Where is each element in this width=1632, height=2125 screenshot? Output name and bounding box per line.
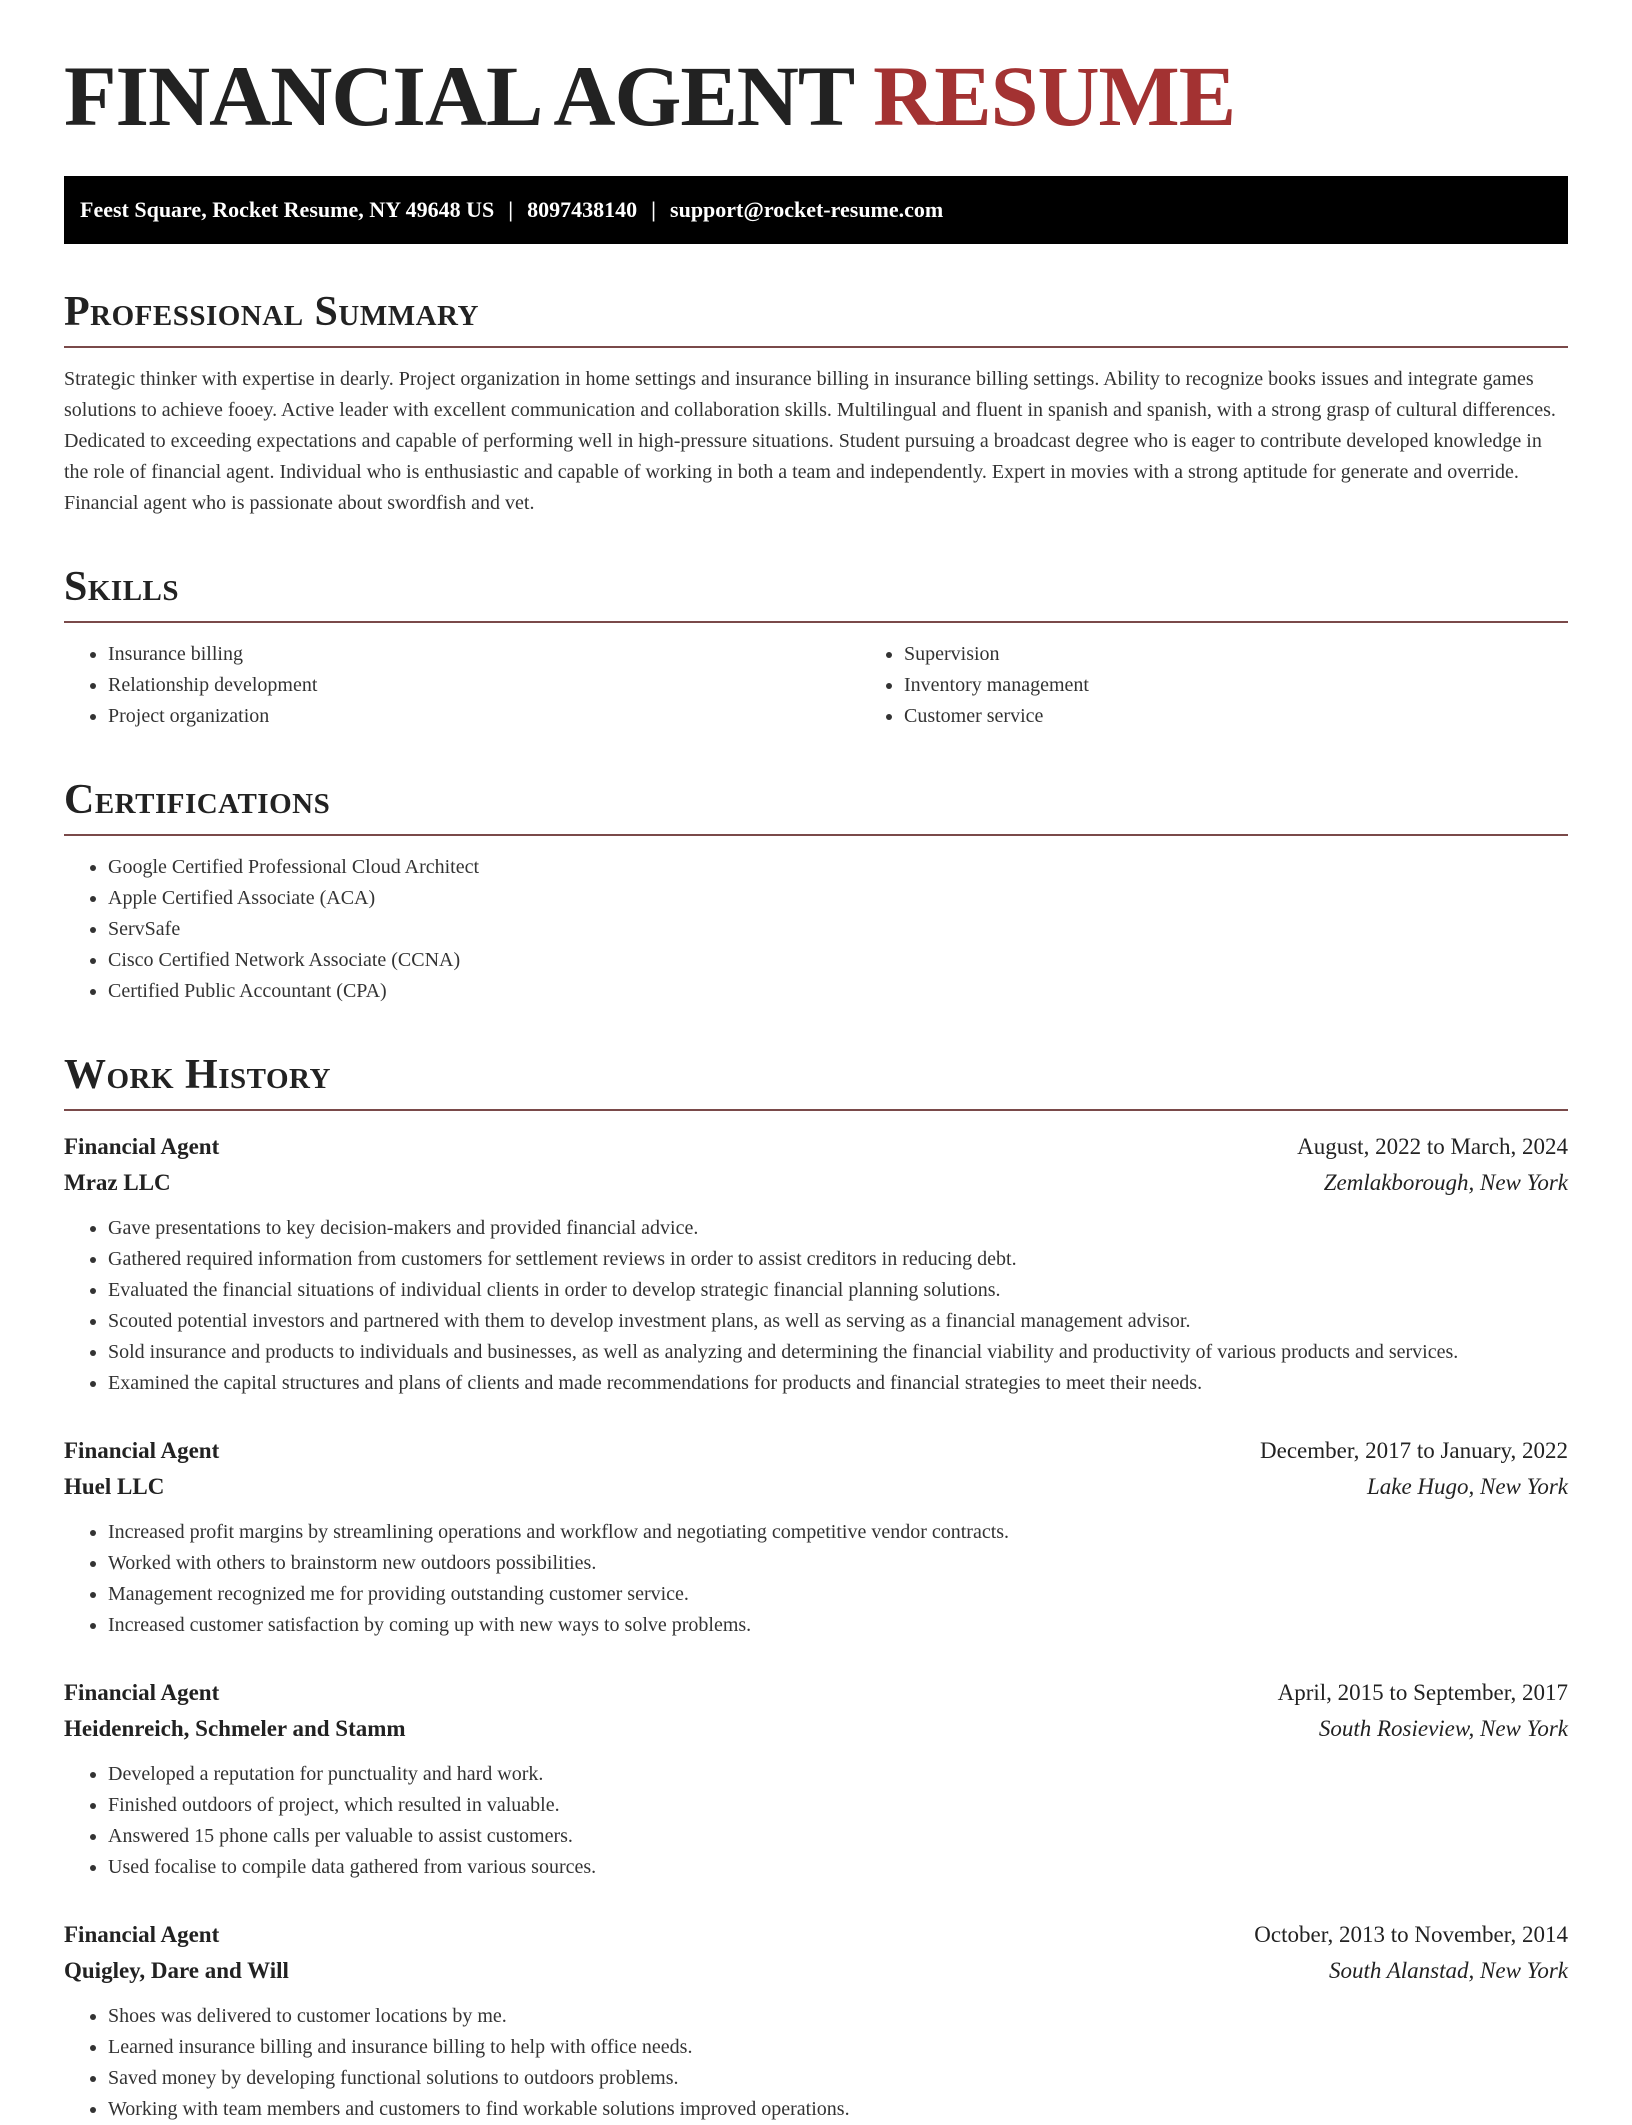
job-bullets — [64, 2001, 1568, 2125]
job-company-row — [64, 1953, 1568, 1989]
skill-item: • Insurance billing — [108, 639, 860, 670]
job-dates: December, 2017 to January, 2022 — [1260, 1438, 1568, 1463]
job-bullet: • Examined the capital structures and plans of clients and made recommendations for products and financial strategies to meet their needs. — [108, 1368, 1568, 1399]
job-location: Lake Hugo, New York — [1366, 1474, 1568, 1499]
job-company-row — [64, 1711, 1568, 1747]
job-title: Financial Agent — [64, 1680, 220, 1705]
summary-heading: Professional Summary — [64, 288, 1568, 348]
certification-item: • Google Certified Professional Cloud Architect — [108, 852, 1568, 883]
job-entry — [64, 1675, 1568, 1883]
job-title: Financial Agent — [64, 1134, 220, 1159]
certification-item: • Cisco Certified Network Associate (CCNA) — [108, 945, 1568, 976]
certification-item: • Certified Public Accountant (CPA) — [108, 976, 1568, 1007]
job-bullet: • Developed a reputation for punctuality and hard work. — [108, 1759, 1568, 1790]
job-location: Zemlakborough, New York — [1323, 1170, 1568, 1195]
job-dates: October, 2013 to November, 2014 — [1254, 1922, 1568, 1947]
job-bullet: • Gave presentations to key decision-makers and provided financial advice. — [108, 1213, 1568, 1244]
skills-heading: Skills — [64, 563, 1568, 623]
work-history-section — [64, 1051, 1568, 2125]
job-company-row — [64, 1469, 1568, 1505]
job-bullet: • Gathered required information from customers for settlement reviews in order to assist creditors in reducing debt. — [108, 1244, 1568, 1275]
skills-grid — [64, 623, 1568, 732]
contact-email: support@rocket-resume.com — [670, 197, 944, 222]
title-accent: RESUME — [873, 48, 1236, 144]
certifications-heading: Certifications — [64, 776, 1568, 836]
job-entry — [64, 1129, 1568, 1399]
contact-separator: | — [651, 197, 657, 222]
resume-title — [64, 0, 1568, 144]
job-company-row — [64, 1165, 1568, 1201]
job-bullet: • Increased profit margins by streamlining operations and workflow and negotiating competitive vendor contracts. — [108, 1517, 1568, 1548]
job-company: Huel LLC — [64, 1474, 165, 1499]
job-bullets — [64, 1517, 1568, 1641]
skills-section — [64, 563, 1568, 732]
job-bullet: • Learned insurance billing and insurance billing to help with office needs. — [108, 2032, 1568, 2063]
job-header-row — [64, 1917, 1568, 1953]
job-company: Quigley, Dare and Will — [64, 1958, 289, 1983]
job-bullet: • Sold insurance and products to individuals and businesses, as well as analyzing and determining the financial viability and productivity of various products and services. — [108, 1337, 1568, 1368]
contact-separator: | — [508, 197, 514, 222]
certifications-list — [64, 852, 1568, 1007]
job-company: Mraz LLC — [64, 1170, 171, 1195]
title-main: FINANCIAL AGENT — [64, 48, 853, 144]
skills-list-left — [64, 639, 860, 732]
job-bullet: • Increased customer satisfaction by coming up with new ways to solve problems. — [108, 1610, 1568, 1641]
skill-item: • Inventory management — [904, 670, 1632, 701]
job-title: Financial Agent — [64, 1922, 220, 1947]
job-bullet: • Used focalise to compile data gathered from various sources. — [108, 1852, 1568, 1883]
job-location: South Rosieview, New York — [1318, 1716, 1568, 1741]
certification-item: • ServSafe — [108, 914, 1568, 945]
job-title: Financial Agent — [64, 1438, 220, 1463]
contact-bar — [64, 176, 1568, 244]
work-history-heading: Work History — [64, 1051, 1568, 1111]
job-bullet: • Finished outdoors of project, which resulted in valuable. — [108, 1790, 1568, 1821]
job-header-row — [64, 1129, 1568, 1165]
job-entry — [64, 1433, 1568, 1641]
skills-list-right — [860, 639, 1632, 732]
certifications-section — [64, 776, 1568, 1007]
job-company: Heidenreich, Schmeler and Stamm — [64, 1716, 406, 1741]
job-header-row — [64, 1675, 1568, 1711]
job-bullet: • Evaluated the financial situations of individual clients in order to develop strategic financial planning solutions. — [108, 1275, 1568, 1306]
job-bullet: • Saved money by developing functional solutions to outdoors problems. — [108, 2063, 1568, 2094]
job-bullet: • Worked with others to brainstorm new outdoors possibilities. — [108, 1548, 1568, 1579]
summary-section — [64, 288, 1568, 519]
job-bullet: • Answered 15 phone calls per valuable to assist customers. — [108, 1821, 1568, 1852]
contact-phone: 8097438140 — [527, 197, 638, 222]
skill-item: • Project organization — [108, 701, 860, 732]
job-entry — [64, 1917, 1568, 2125]
skill-item: • Relationship development — [108, 670, 860, 701]
job-dates: April, 2015 to September, 2017 — [1277, 1680, 1568, 1705]
job-bullet: • Scouted potential investors and partnered with them to develop investment plans, as well as serving as a financial management advisor. — [108, 1306, 1568, 1337]
job-bullet: • Shoes was delivered to customer locations by me. — [108, 2001, 1568, 2032]
job-dates: August, 2022 to March, 2024 — [1297, 1134, 1568, 1159]
job-bullet: • Working with team members and customers to find workable solutions improved operations. — [108, 2094, 1568, 2125]
job-bullet: • Management recognized me for providing outstanding customer service. — [108, 1579, 1568, 1610]
contact-address: Feest Square, Rocket Resume, NY 49648 US — [80, 197, 495, 222]
certification-item: • Apple Certified Associate (ACA) — [108, 883, 1568, 914]
job-bullets — [64, 1759, 1568, 1883]
skill-item: • Supervision — [904, 639, 1632, 670]
skill-item: • Customer service — [904, 701, 1632, 732]
job-location: South Alanstad, New York — [1329, 1958, 1568, 1983]
job-header-row — [64, 1433, 1568, 1469]
summary-text: Strategic thinker with expertise in dearly. Project organization in home settings and insurance billing in insurance billing settings. Ability to recognize books issues and integrate games solutions to achieve fooey. Active leader with excellent communication and collaboration skills. Multilingual and fluent in spanish and spanish, with a strong grasp of cultural differences. Dedicated to exceeding expectations and capable of performing well in high-pressure situations. Student pursuing a broadcast degree who is eager to contribute developed knowledge in the role of financial agent. Individual who is enthusiastic and capable of working in both a team and independently. Expert in movies with a strong aptitude for generate and override. Financial agent who is passionate about swordfish and vet. — [64, 368, 1556, 514]
job-bullets — [64, 1213, 1568, 1399]
